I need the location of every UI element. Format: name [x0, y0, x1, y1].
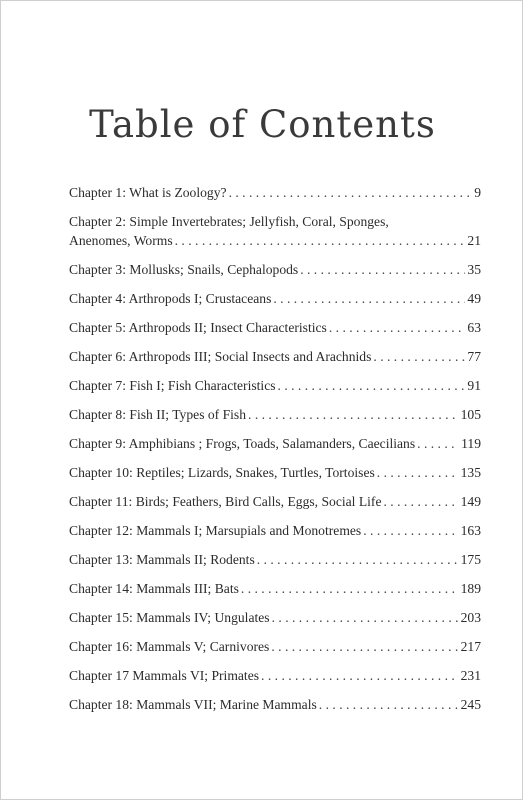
chapter-title: Chapter 6: Arthropods III; Social Insects and Arachnids [69, 349, 372, 364]
toc-line [69, 637, 481, 656]
chapter-title: Chapter 15: Mammals IV; Ungulates [69, 610, 270, 625]
toc-line [69, 666, 481, 685]
toc-entry[interactable] [69, 492, 481, 511]
toc-line [69, 434, 481, 453]
toc-entry[interactable] [69, 637, 481, 656]
dot-leader [363, 521, 458, 540]
dot-leader [329, 318, 466, 337]
chapter-title: Chapter 5: Arthropods II; Insect Characteristics [69, 320, 327, 335]
page-number: 77 [467, 349, 481, 364]
dot-leader [373, 347, 465, 366]
toc-entry[interactable] [69, 550, 481, 569]
toc-line [69, 376, 481, 395]
toc-line [69, 695, 481, 714]
page-number: 231 [460, 668, 481, 683]
toc-entry[interactable] [69, 260, 481, 279]
toc-line [69, 347, 481, 366]
page-title: Table of Contents [89, 103, 436, 146]
page-number: 105 [460, 407, 481, 422]
toc-entry[interactable] [69, 405, 481, 424]
toc-line [69, 231, 481, 250]
page-number: 203 [460, 610, 481, 625]
page-number: 135 [460, 465, 481, 480]
chapter-title: Chapter 16: Mammals V; Carnivores [69, 639, 270, 654]
dot-leader [271, 637, 458, 656]
toc-entry[interactable] [69, 212, 481, 250]
toc-line [69, 579, 481, 598]
dot-leader [377, 463, 459, 482]
chapter-title: Chapter 8: Fish II; Types of Fish [69, 407, 247, 422]
page-number: 149 [460, 494, 481, 509]
toc-entry[interactable] [69, 376, 481, 395]
chapter-title: Chapter 14: Mammals III; Bats [69, 581, 239, 596]
chapter-title: Chapter 10: Reptiles; Lizards, Snakes, Turtles, Tortoises [69, 465, 375, 480]
toc-entry[interactable] [69, 289, 481, 308]
dot-leader [300, 260, 465, 279]
dot-leader [229, 183, 473, 202]
dot-leader [257, 550, 459, 569]
page-number: 91 [467, 378, 481, 393]
page-number: 245 [460, 697, 481, 712]
chapter-title: Chapter 3: Mollusks; Snails, Cephalopods [69, 262, 299, 277]
chapter-title-first-line: Chapter 2: Simple Invertebrates; Jellyfish, Coral, Sponges, [69, 214, 389, 229]
toc-line [69, 492, 481, 511]
dot-leader [241, 579, 459, 598]
dot-leader [273, 289, 465, 308]
chapter-title: Chapter 13: Mammals II; Rodents [69, 552, 255, 567]
toc-entry[interactable] [69, 463, 481, 482]
chapter-title: Anenomes, Worms [69, 233, 173, 248]
chapter-title: Chapter 12: Mammals I; Marsupials and Monotremes [69, 523, 362, 538]
dot-leader [417, 434, 459, 453]
toc-entry[interactable] [69, 183, 481, 202]
toc-entry[interactable] [69, 347, 481, 366]
page-number: 21 [467, 233, 481, 248]
toc-line [69, 550, 481, 569]
page-number: 9 [474, 185, 481, 200]
page-number: 163 [460, 523, 481, 538]
toc-line [69, 405, 481, 424]
toc-line [69, 260, 481, 279]
toc-line [69, 289, 481, 308]
toc-entry[interactable] [69, 579, 481, 598]
page-number: 175 [460, 552, 481, 567]
chapter-title: Chapter 11: Birds; Feathers, Bird Calls, Eggs, Social Life [69, 494, 382, 509]
toc-entry[interactable] [69, 521, 481, 540]
dot-leader [175, 231, 466, 250]
toc-line [69, 183, 481, 202]
chapter-title: Chapter 7: Fish I; Fish Characteristics [69, 378, 276, 393]
page-number: 35 [467, 262, 481, 277]
chapter-title: Chapter 1: What is Zoology? [69, 185, 227, 200]
toc-line [69, 521, 481, 540]
dot-leader [261, 666, 459, 685]
toc-entry[interactable] [69, 666, 481, 685]
toc-list [69, 183, 481, 724]
page-number: 119 [461, 436, 481, 451]
toc-entry[interactable] [69, 695, 481, 714]
dot-leader [278, 376, 466, 395]
page-number: 63 [467, 320, 481, 335]
chapter-title: Chapter 4: Arthropods I; Crustaceans [69, 291, 272, 306]
chapter-title: Chapter 18: Mammals VII; Marine Mammals [69, 697, 317, 712]
dot-leader [383, 492, 458, 511]
page-number: 189 [460, 581, 481, 596]
toc-entry[interactable] [69, 318, 481, 337]
toc-line [69, 608, 481, 627]
toc-entry[interactable] [69, 434, 481, 453]
dot-leader [319, 695, 459, 714]
dot-leader [248, 405, 459, 424]
toc-entry[interactable] [69, 608, 481, 627]
toc-line [69, 318, 481, 337]
chapter-title: Chapter 17 Mammals VI; Primates [69, 668, 260, 683]
toc-line [69, 463, 481, 482]
chapter-title: Chapter 9: Amphibians ; Frogs, Toads, Salamanders, Caecilians [69, 436, 416, 451]
page-number: 217 [460, 639, 481, 654]
page-number: 49 [467, 291, 481, 306]
dot-leader [272, 608, 459, 627]
